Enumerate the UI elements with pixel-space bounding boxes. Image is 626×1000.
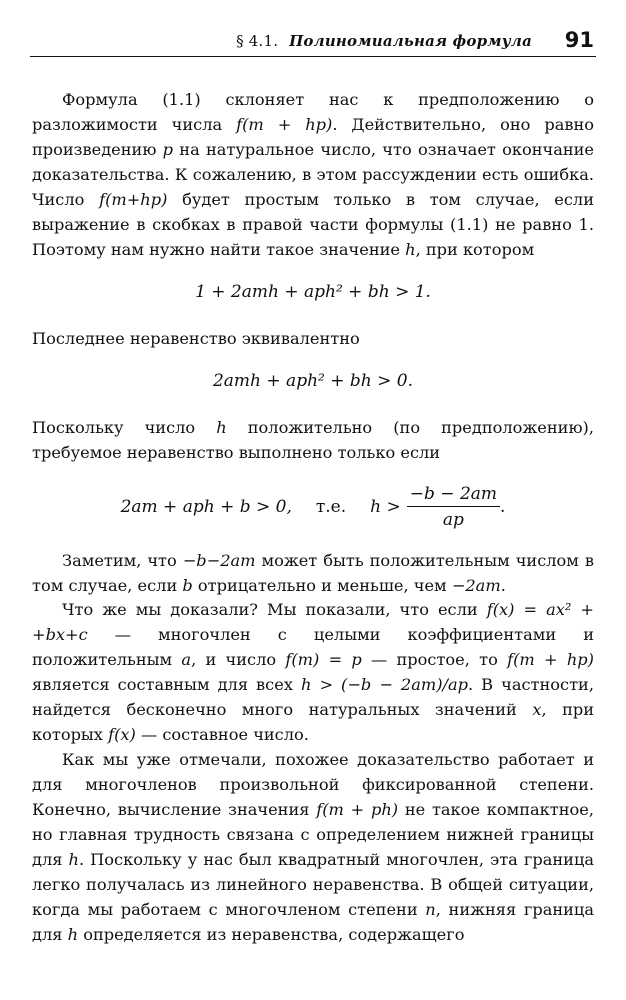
paragraph-2: Последнее неравенство эквивалентно — [32, 329, 360, 348]
fraction: $\frac{-b - 2am}{ap}$ — [407, 484, 500, 530]
section-number: § 4.1. — [236, 32, 279, 50]
paragraph-6: Как мы уже отмечали, похожее доказательство работает и для многочленов произвольной фиксированной степени. Конечно, вычисление значения f(m + ph) не такое компактное, но главная трудность связана с определением нижней границы для h. Поскольку у нас был квадратный многочлен, эта граница легко получалась из линейного неравенства. В общей ситуации, когда мы работаем с многочленом степени n, нижняя граница для h определяется из неравенства, содержащего — [32, 750, 595, 944]
paragraph-5: Что же мы доказали? Мы показали, что если f(x) = ax² + +bx+c — многочлен с целыми коэффициентами и положительным a, и число f(m) = p — простое, то f(m + hp) является составным для всех h > (−b − 2am)/ap. В частности, найдется бесконечно много натуральных значений x, при которых f(x) — составное число. — [32, 600, 595, 744]
running-header — [30, 28, 596, 57]
paragraph-3: Поскольку число h положительно (по предположению), требуемое неравенство выполнено только если — [32, 418, 595, 462]
paragraph-1: Формула (1.1) склоняет нас к предположению о разложимости числа f(m + hp). Действительно, оно равно произведению p на натуральное число, что означает окончание доказательства. К сожалению, в этом рассуждении есть ошибка. Число f(m+hp) будет простым только в том случае, если выражение в скобках в правой части формулы (1.1) не равно 1. Поэтому нам нужно найти такое значение h, при котором — [32, 90, 595, 259]
equation-2: 2amh + aph² + bh > 0. — [212, 371, 413, 391]
page-number: 91 — [564, 28, 594, 52]
paragraph-4: Заметим, что −b−2am может быть положительным числом в том случае, если b отрицательно и меньше, чем −2am. — [32, 551, 594, 595]
equation-3: 2am + aph + b > 0, т.е. h > $\frac{-b - 2am}{ap}$ . — [120, 484, 506, 530]
section-heading — [236, 32, 532, 50]
equation-1: 1 + 2amh + aph² + bh > 1. — [195, 282, 431, 302]
section-title: Полиномиальная формула — [289, 32, 532, 50]
